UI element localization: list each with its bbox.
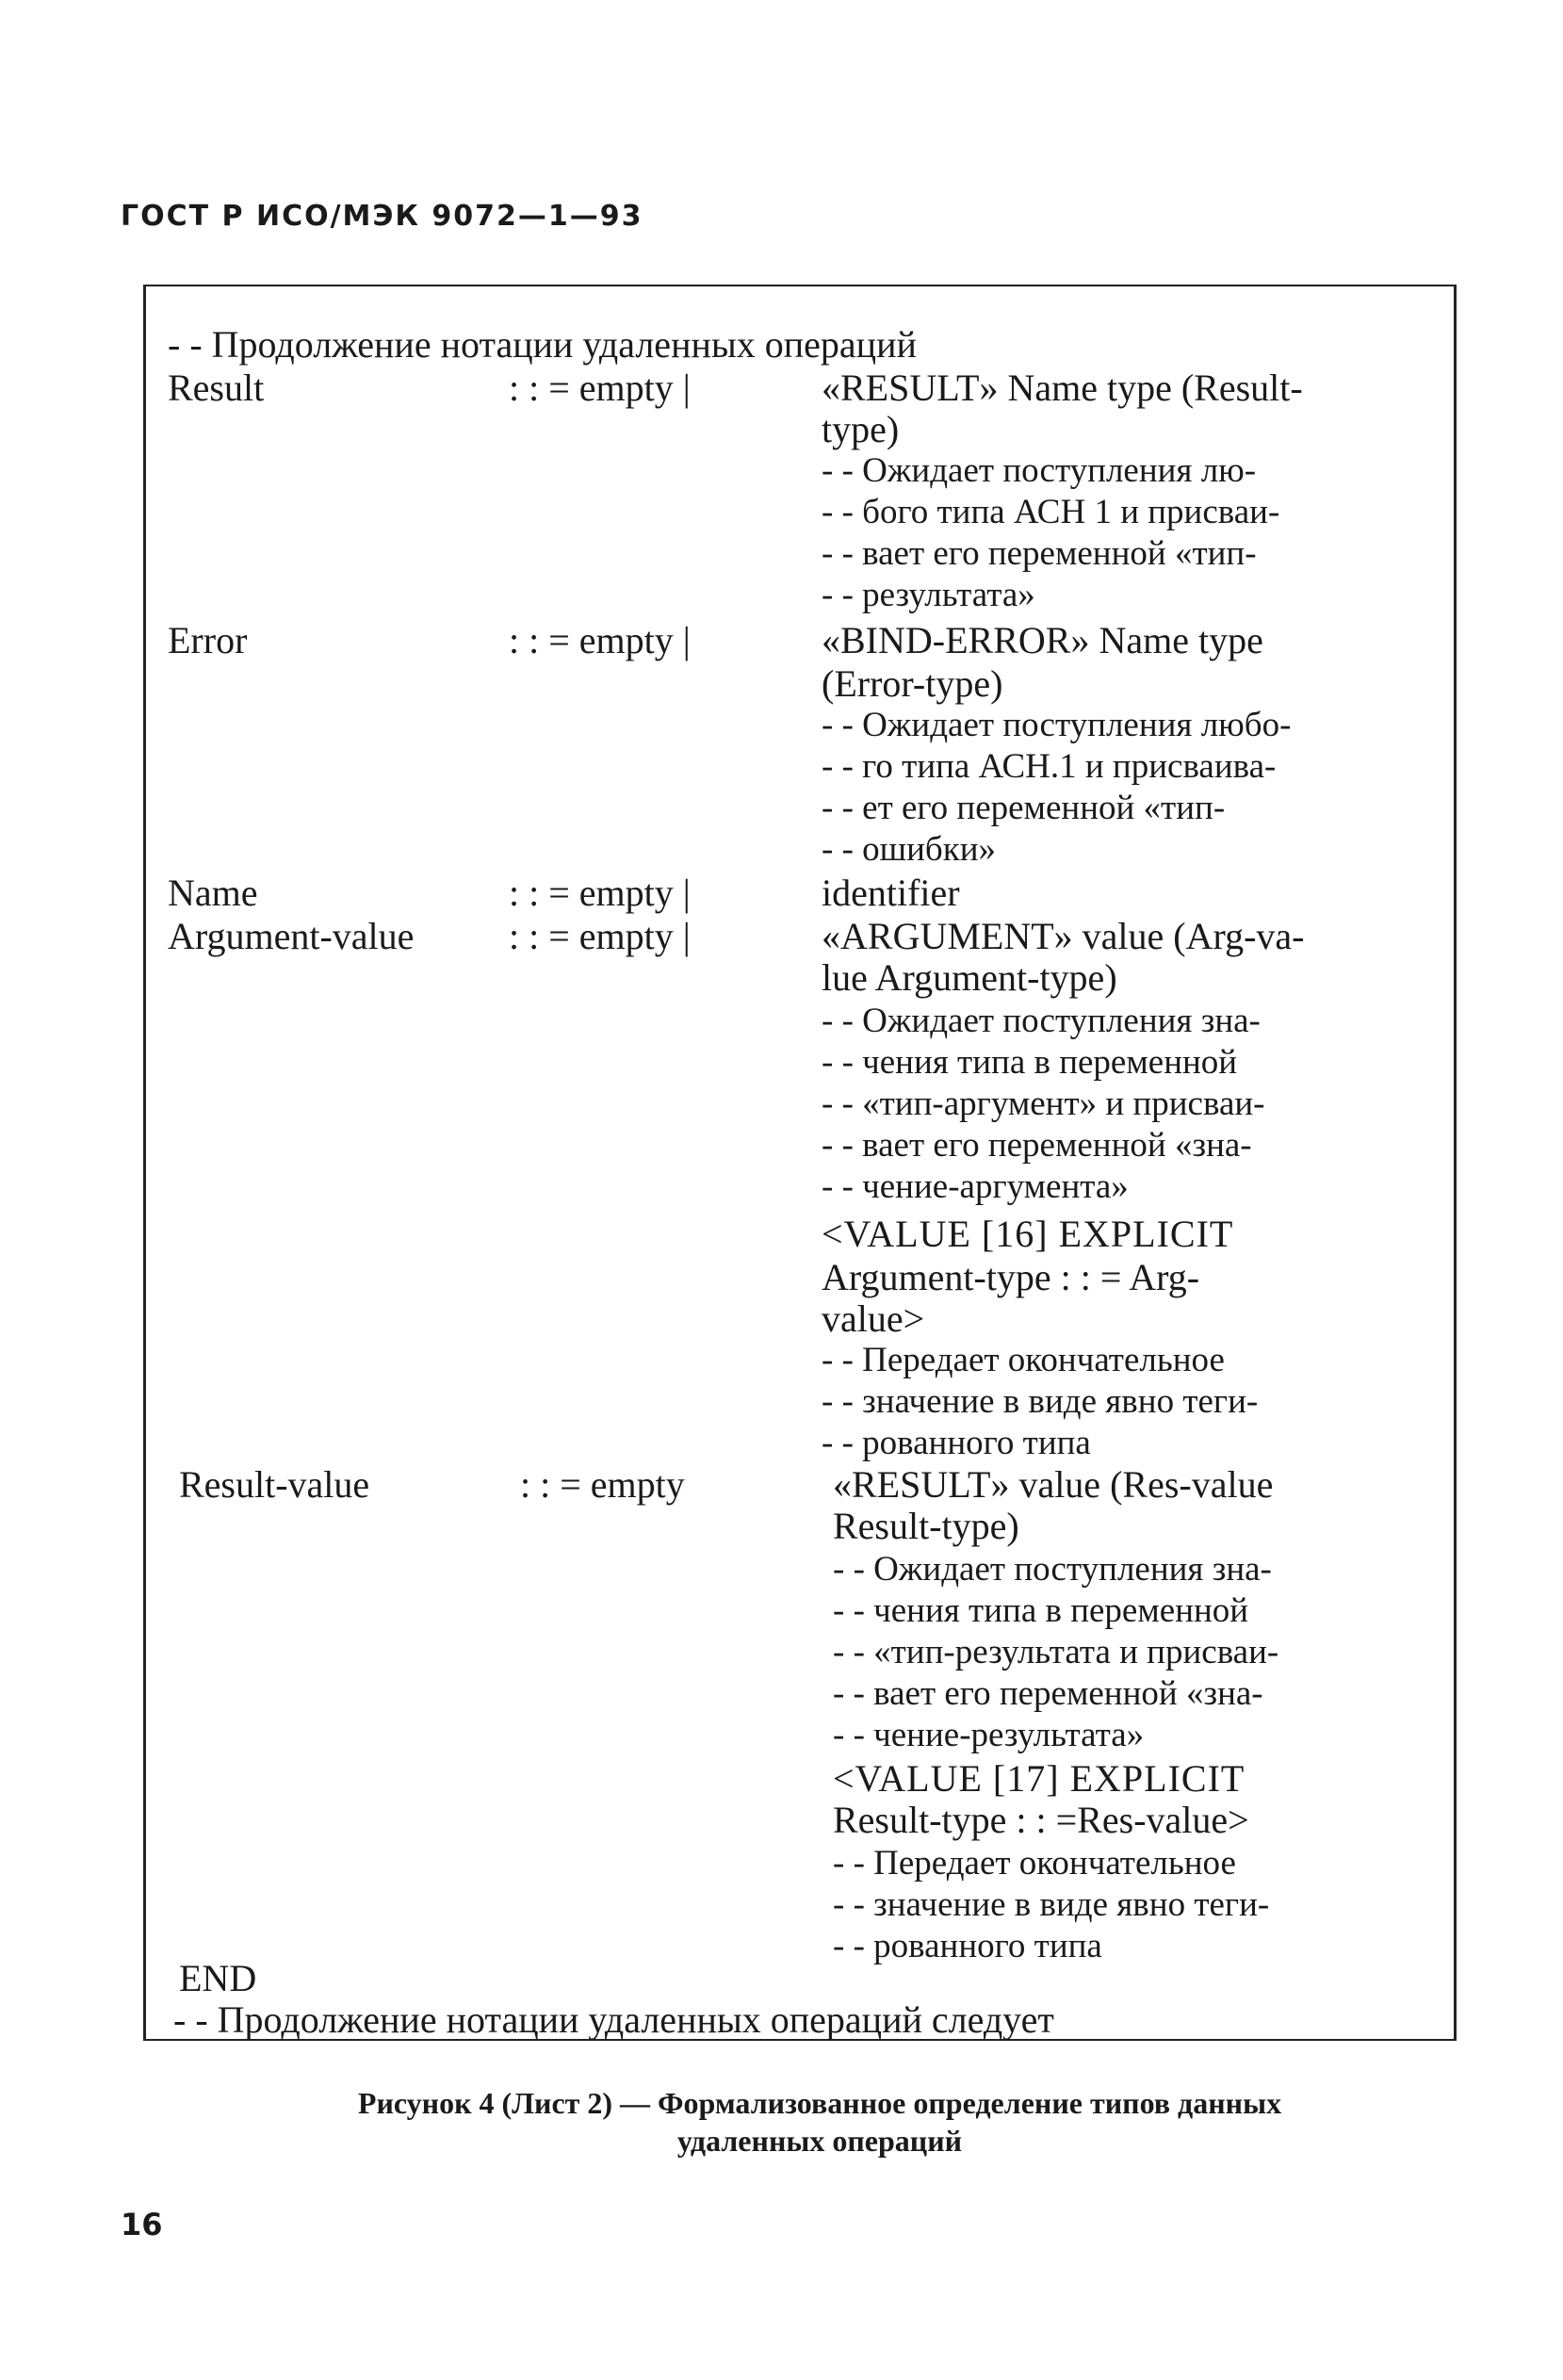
- def-line: Argument-type : : = Arg-: [822, 1256, 1200, 1298]
- bottom-comment: - - Продолжение нотации удаленных операций следует: [173, 1998, 1054, 2041]
- row-name-result: Result: [168, 367, 265, 409]
- def-line: <VALUE [16] EXPLICIT: [822, 1213, 1234, 1255]
- def-line: - - Ожидает поступления лю-: [822, 451, 1257, 490]
- def-line: - - Ожидает поступления любо-: [822, 706, 1292, 744]
- row-op-argument-value: : : = empty |: [509, 915, 691, 957]
- row-op-result-value: : : = empty: [520, 1463, 685, 1506]
- end-keyword: END: [179, 1957, 257, 1999]
- def-line: - - «тип-аргумент» и присваи-: [822, 1084, 1265, 1123]
- row-name-error: Error: [168, 619, 248, 661]
- def-line: «RESULT» value (Res-value: [833, 1463, 1274, 1506]
- def-line: - - чения типа в переменной: [833, 1591, 1249, 1630]
- def-line: <VALUE [17] EXPLICIT: [833, 1757, 1246, 1800]
- caption-line-2: удаленных операций: [676, 2124, 963, 2158]
- def-line: - - Передает окончательное: [833, 1844, 1236, 1883]
- def-line: - - чения типа в переменной: [822, 1043, 1238, 1082]
- def-line: - - вает его переменной «тип-: [822, 534, 1257, 573]
- def-line: - - вает его переменной «зна-: [833, 1674, 1263, 1713]
- def-line: - - рованного типа: [822, 1424, 1091, 1462]
- def-line: - - результата»: [822, 576, 1035, 614]
- def-line: Result-type : : =Res-value>: [833, 1799, 1249, 1841]
- def-line: - - значение в виде явно теги-: [822, 1382, 1259, 1421]
- def-line: - - вает его переменной «зна-: [822, 1126, 1252, 1165]
- def-line: value>: [822, 1297, 925, 1340]
- document-header: ГОСТ Р ИСО/МЭК 9072—1—93: [121, 200, 643, 233]
- def-line: - - бого типа АСН 1 и присваи-: [822, 493, 1280, 531]
- def-line: - - го типа АСН.1 и присваива-: [822, 747, 1277, 786]
- row-name-result-value: Result-value: [179, 1463, 370, 1506]
- def-line: - - ет его переменной «тип-: [822, 789, 1226, 827]
- def-line: (Error-type): [822, 662, 1003, 705]
- row-def-name: identifier: [822, 872, 960, 914]
- row-name-name: Name: [168, 872, 258, 914]
- def-line: - - ошибки»: [822, 830, 997, 869]
- def-line: «BIND-ERROR» Name type: [822, 619, 1263, 661]
- def-line: «ARGUMENT» value (Arg-va-: [822, 915, 1305, 957]
- def-line: - - Ожидает поступления зна-: [822, 1002, 1261, 1040]
- top-comment: - - Продолжение нотации удаленных операций: [168, 323, 917, 366]
- figure-caption: [264, 2084, 1376, 2160]
- row-name-argument-value: Argument-value: [168, 915, 415, 957]
- def-line: - - чение-результата»: [833, 1716, 1145, 1754]
- def-line: - - Передает окончательное: [822, 1341, 1225, 1379]
- def-line: - - чение-аргумента»: [822, 1167, 1129, 1206]
- notation-frame: [143, 285, 1457, 2041]
- row-op-error: : : = empty |: [509, 619, 691, 661]
- page-number: 16: [121, 2207, 163, 2242]
- def-line: - - «тип-результата и присваи-: [833, 1633, 1279, 1671]
- def-line: - - значение в виде явно теги-: [833, 1885, 1270, 1924]
- row-op-name: : : = empty |: [509, 872, 691, 914]
- def-line: - - Ожидает поступления зна-: [833, 1550, 1272, 1589]
- def-line: type): [822, 408, 900, 450]
- caption-line-1: Рисунок 4 (Лист 2) — Формализованное определение типов данных: [357, 2086, 1282, 2120]
- row-op-result: : : = empty |: [509, 367, 691, 409]
- def-line: «RESULT» Name type (Result-: [822, 367, 1303, 409]
- def-line: lue Argument-type): [822, 956, 1117, 999]
- def-line: - - рованного типа: [833, 1927, 1102, 1965]
- def-line: Result-type): [833, 1505, 1019, 1547]
